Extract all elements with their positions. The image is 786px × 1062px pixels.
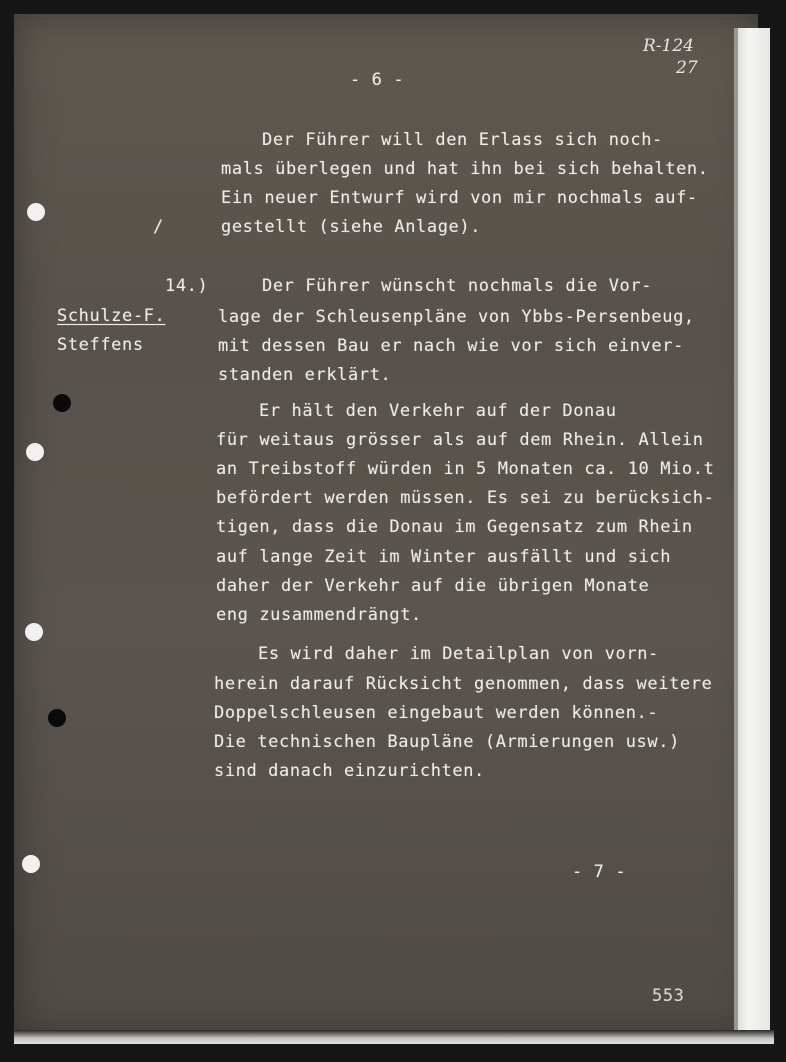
punch-hole — [22, 855, 40, 873]
archive-stamp-line2: 27 — [676, 58, 698, 78]
paragraph-line: sind danach einzurichten. — [214, 761, 485, 781]
paragraph-line: daher der Verkehr auf die übrigen Monate — [216, 576, 650, 596]
paragraph-line: Ein neuer Entwurf wird von mir nochmals auf- — [221, 188, 698, 208]
paragraph-line: für weitaus grösser als auf dem Rhein. Allein — [216, 430, 704, 450]
margin-mark: / — [153, 217, 164, 237]
archive-number: 553 — [652, 986, 685, 1006]
paragraph-line: tigen, dass die Donau im Gegensatz zum Rhein — [216, 517, 693, 537]
paragraph-line: mit dessen Bau er nach wie vor sich einver- — [218, 336, 684, 356]
paragraph-line: mals überlegen und hat ihn bei sich behalten. — [221, 159, 709, 179]
paragraph-line: an Treibstoff würden in 5 Monaten ca. 10 Mio.t — [216, 459, 715, 479]
paragraph-line: Er hält den Verkehr auf der Donau — [259, 401, 617, 421]
item-number: 14.) — [165, 276, 209, 296]
page-number: - 6 - — [350, 70, 405, 90]
punch-hole — [26, 443, 44, 461]
paragraph-line: befördert werden müssen. Es sei zu berücksich- — [216, 488, 715, 508]
punch-hole — [27, 203, 45, 221]
paragraph-line: eng zusammendrängt. — [216, 605, 422, 625]
paragraph-line: herein darauf Rücksicht genommen, dass weitere — [214, 674, 713, 694]
punch-hole — [53, 394, 71, 412]
paragraph-line: gestellt (siehe Anlage). — [221, 217, 482, 237]
archive-stamp-line1: R-124 — [643, 36, 694, 56]
paragraph-line: Der Führer wünscht nochmals die Vor- — [262, 276, 653, 296]
paragraph-line: lage der Schleusenpläne von Ybbs-Persenbeug, — [218, 307, 695, 327]
paragraph-line: Doppelschleusen eingebaut werden können.- — [214, 703, 659, 723]
page-bottom-edge — [14, 1030, 774, 1044]
page-edge — [734, 28, 770, 1040]
margin-name-steffens: Steffens — [57, 335, 144, 355]
next-page-marker: - 7 - — [572, 862, 627, 882]
paragraph-line: Es wird daher im Detailplan von vorn- — [258, 644, 659, 664]
paragraph-line: Der Führer will den Erlass sich noch- — [262, 130, 663, 150]
punch-hole — [48, 709, 66, 727]
paragraph-line: auf lange Zeit im Winter ausfällt und sich — [216, 547, 672, 567]
margin-name-schulze: Schulze-F. — [57, 306, 166, 326]
paragraph-line: Die technischen Baupläne (Armierungen usw.) — [214, 732, 680, 752]
paragraph-line: standen erklärt. — [218, 365, 392, 385]
punch-hole — [25, 623, 43, 641]
